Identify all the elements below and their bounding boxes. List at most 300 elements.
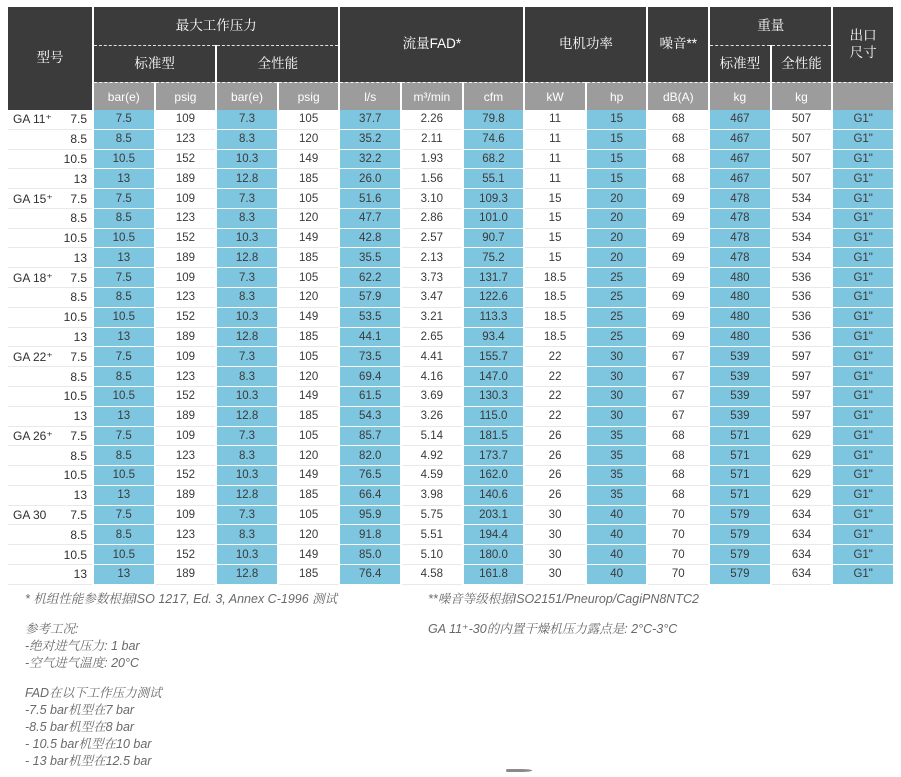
cell-weight-kg-fullfeature: 536 bbox=[772, 308, 832, 328]
cell-power-hp: 15 bbox=[587, 130, 647, 150]
cell-bar-fullfeature: 10.3 bbox=[217, 545, 277, 565]
cell-psig-fullfeature: 105 bbox=[279, 427, 339, 447]
cell-bar-standard: 10.5 bbox=[94, 308, 154, 328]
cell-bar-standard: 7.5 bbox=[94, 347, 154, 367]
model-cell bbox=[8, 288, 92, 308]
cell-flow-m3min: 4.16 bbox=[402, 367, 462, 387]
cell-psig-fullfeature: 149 bbox=[279, 150, 339, 170]
cell-power-hp: 25 bbox=[587, 308, 647, 328]
cell-power-hp: 15 bbox=[587, 169, 647, 189]
cell-weight-kg-standard: 579 bbox=[710, 506, 770, 526]
table-row bbox=[8, 525, 893, 545]
cell-bar-fullfeature: 8.3 bbox=[217, 525, 277, 545]
footnote-line: -绝对进气压力: 1 bar bbox=[25, 639, 140, 653]
cell-power-hp: 40 bbox=[587, 565, 647, 585]
cell-weight-kg-standard: 467 bbox=[710, 110, 770, 130]
cell-noise-dba: 68 bbox=[648, 150, 708, 170]
cell-power-kw: 26 bbox=[525, 427, 585, 447]
outlet-line2: 尺寸 bbox=[849, 44, 877, 60]
footnote-line: - 13 bar机型在12.5 bar bbox=[25, 754, 152, 768]
footnote-line: - 10.5 bar机型在10 bar bbox=[25, 737, 152, 751]
pressure-variant: 8.5 bbox=[70, 527, 87, 542]
cell-bar-standard: 8.5 bbox=[94, 209, 154, 229]
cell-noise-dba: 67 bbox=[648, 407, 708, 427]
pressure-variant: 10.5 bbox=[63, 468, 87, 483]
cell-psig-standard: 152 bbox=[156, 387, 216, 407]
cell-weight-kg-standard: 480 bbox=[710, 308, 770, 328]
pressure-variant: 13 bbox=[73, 329, 87, 344]
model-cell bbox=[8, 328, 92, 348]
cell-flow-cfm: 140.6 bbox=[464, 486, 524, 506]
cell-noise-dba: 68 bbox=[648, 110, 708, 130]
table-row bbox=[8, 545, 893, 565]
cell-psig-fullfeature: 185 bbox=[279, 407, 339, 427]
cell-psig-fullfeature: 120 bbox=[279, 367, 339, 387]
cell-weight-kg-fullfeature: 634 bbox=[772, 506, 832, 526]
cell-noise-dba: 68 bbox=[648, 446, 708, 466]
cell-weight-kg-standard: 478 bbox=[710, 248, 770, 268]
cell-psig-standard: 123 bbox=[156, 209, 216, 229]
header-motor-power: 电机功率 bbox=[525, 7, 646, 82]
cell-weight-kg-fullfeature: 634 bbox=[772, 565, 832, 585]
cell-flow-ls: 66.4 bbox=[340, 486, 400, 506]
cell-noise-dba: 70 bbox=[648, 525, 708, 545]
table-row bbox=[8, 248, 893, 268]
cell-power-kw: 22 bbox=[525, 387, 585, 407]
cell-flow-m3min: 5.14 bbox=[402, 427, 462, 447]
model-cell bbox=[8, 427, 92, 447]
cell-psig-standard: 109 bbox=[156, 189, 216, 209]
header-flow-fad: 流量FAD* bbox=[340, 7, 523, 82]
table-row bbox=[8, 229, 893, 249]
model-cell bbox=[8, 248, 92, 268]
table-row bbox=[8, 407, 893, 427]
cell-psig-fullfeature: 185 bbox=[279, 169, 339, 189]
cell-psig-fullfeature: 120 bbox=[279, 288, 339, 308]
cell-power-hp: 25 bbox=[587, 288, 647, 308]
cell-outlet-size: G1" bbox=[833, 407, 893, 427]
cell-flow-m3min: 3.10 bbox=[402, 189, 462, 209]
table-row bbox=[8, 446, 893, 466]
cell-flow-cfm: 162.0 bbox=[464, 466, 524, 486]
cell-weight-kg-fullfeature: 629 bbox=[772, 427, 832, 447]
cell-outlet-size: G1" bbox=[833, 328, 893, 348]
cell-psig-standard: 123 bbox=[156, 130, 216, 150]
table-row bbox=[8, 506, 893, 526]
cell-noise-dba: 69 bbox=[648, 189, 708, 209]
cell-psig-fullfeature: 105 bbox=[279, 347, 339, 367]
cell-flow-cfm: 90.7 bbox=[464, 229, 524, 249]
cell-weight-kg-standard: 539 bbox=[710, 407, 770, 427]
cell-weight-kg-standard: 571 bbox=[710, 486, 770, 506]
cell-flow-ls: 37.7 bbox=[340, 110, 400, 130]
pressure-variant: 8.5 bbox=[70, 290, 87, 305]
table-row bbox=[8, 150, 893, 170]
cell-psig-standard: 152 bbox=[156, 308, 216, 328]
cell-flow-m3min: 3.47 bbox=[402, 288, 462, 308]
cell-outlet-size: G1" bbox=[833, 209, 893, 229]
cell-bar-standard: 10.5 bbox=[94, 150, 154, 170]
unit-kg-standard: kg bbox=[710, 82, 770, 110]
cell-power-kw: 22 bbox=[525, 347, 585, 367]
cell-flow-cfm: 109.3 bbox=[464, 189, 524, 209]
cell-flow-ls: 91.8 bbox=[340, 525, 400, 545]
cell-flow-m3min: 3.69 bbox=[402, 387, 462, 407]
cell-weight-kg-standard: 579 bbox=[710, 545, 770, 565]
cell-noise-dba: 69 bbox=[648, 328, 708, 348]
pressure-variant: 8.5 bbox=[70, 369, 87, 384]
cell-flow-ls: 62.2 bbox=[340, 268, 400, 288]
cell-weight-kg-fullfeature: 534 bbox=[772, 189, 832, 209]
cell-power-hp: 30 bbox=[587, 387, 647, 407]
cell-bar-standard: 7.5 bbox=[94, 427, 154, 447]
cell-power-hp: 15 bbox=[587, 110, 647, 130]
footnote-line: -7.5 bar机型在7 bar bbox=[25, 703, 135, 717]
cell-weight-kg-standard: 579 bbox=[710, 565, 770, 585]
pressure-variant: 13 bbox=[73, 171, 87, 186]
model-cell bbox=[8, 466, 92, 486]
cell-flow-ls: 85.0 bbox=[340, 545, 400, 565]
cell-power-kw: 22 bbox=[525, 367, 585, 387]
cell-flow-cfm: 155.7 bbox=[464, 347, 524, 367]
model-cell bbox=[8, 150, 92, 170]
cell-flow-m3min: 5.51 bbox=[402, 525, 462, 545]
cell-weight-kg-fullfeature: 534 bbox=[772, 229, 832, 249]
pressure-variant: 10.5 bbox=[63, 231, 87, 246]
cell-flow-m3min: 3.21 bbox=[402, 308, 462, 328]
cell-psig-standard: 152 bbox=[156, 545, 216, 565]
cell-flow-cfm: 173.7 bbox=[464, 446, 524, 466]
model-cell bbox=[8, 545, 92, 565]
unit-kw: kW bbox=[525, 82, 585, 110]
header-noise: 噪音** bbox=[648, 7, 708, 82]
cell-flow-ls: 76.5 bbox=[340, 466, 400, 486]
header-max-working-pressure: 最大工作压力 bbox=[94, 7, 338, 45]
cell-flow-ls: 73.5 bbox=[340, 347, 400, 367]
cell-outlet-size: G1" bbox=[833, 466, 893, 486]
cell-bar-standard: 13 bbox=[94, 486, 154, 506]
cell-weight-kg-fullfeature: 507 bbox=[772, 110, 832, 130]
cell-bar-standard: 13 bbox=[94, 328, 154, 348]
cell-flow-ls: 42.8 bbox=[340, 229, 400, 249]
pressure-variant: 10.5 bbox=[63, 547, 87, 562]
cell-bar-fullfeature: 12.8 bbox=[217, 248, 277, 268]
cell-bar-standard: 13 bbox=[94, 407, 154, 427]
table-row bbox=[8, 347, 893, 367]
cell-flow-m3min: 5.10 bbox=[402, 545, 462, 565]
footnotes-right bbox=[428, 591, 699, 651]
cell-flow-cfm: 161.8 bbox=[464, 565, 524, 585]
table-row bbox=[8, 268, 893, 288]
model-name: GA 15⁺ bbox=[13, 191, 53, 206]
cell-psig-standard: 109 bbox=[156, 268, 216, 288]
unit-kg-fullfeature: kg bbox=[772, 82, 832, 110]
cell-flow-cfm: 68.2 bbox=[464, 150, 524, 170]
cell-flow-m3min: 4.41 bbox=[402, 347, 462, 367]
cell-noise-dba: 69 bbox=[648, 248, 708, 268]
pressure-variant: 10.5 bbox=[63, 389, 87, 404]
footnote-line: GA 11⁺-30的内置干燥机压力露点是: 2°C-3°C bbox=[428, 622, 678, 636]
cell-power-kw: 11 bbox=[525, 150, 585, 170]
cell-bar-standard: 8.5 bbox=[94, 367, 154, 387]
cell-outlet-size: G1" bbox=[833, 525, 893, 545]
cell-flow-cfm: 55.1 bbox=[464, 169, 524, 189]
cell-psig-standard: 123 bbox=[156, 525, 216, 545]
cell-flow-ls: 51.6 bbox=[340, 189, 400, 209]
cell-weight-kg-standard: 467 bbox=[710, 169, 770, 189]
model-cell bbox=[8, 387, 92, 407]
cell-weight-kg-standard: 539 bbox=[710, 387, 770, 407]
cell-flow-m3min: 3.73 bbox=[402, 268, 462, 288]
unit-psig-standard: psig bbox=[156, 82, 216, 110]
cell-flow-cfm: 130.3 bbox=[464, 387, 524, 407]
cell-weight-kg-standard: 571 bbox=[710, 446, 770, 466]
model-cell bbox=[8, 229, 92, 249]
cell-flow-cfm: 181.5 bbox=[464, 427, 524, 447]
cell-flow-cfm: 122.6 bbox=[464, 288, 524, 308]
cell-weight-kg-fullfeature: 629 bbox=[772, 466, 832, 486]
table-row bbox=[8, 308, 893, 328]
cell-psig-fullfeature: 149 bbox=[279, 387, 339, 407]
cell-power-hp: 30 bbox=[587, 367, 647, 387]
cell-power-kw: 18.5 bbox=[525, 288, 585, 308]
cell-power-hp: 20 bbox=[587, 209, 647, 229]
cell-psig-standard: 152 bbox=[156, 150, 216, 170]
cell-outlet-size: G1" bbox=[833, 150, 893, 170]
cell-bar-fullfeature: 10.3 bbox=[217, 308, 277, 328]
model-cell bbox=[8, 486, 92, 506]
model-cell bbox=[8, 525, 92, 545]
unit-ls: l/s bbox=[340, 82, 400, 110]
cell-flow-ls: 35.2 bbox=[340, 130, 400, 150]
cell-power-kw: 26 bbox=[525, 466, 585, 486]
model-cell bbox=[8, 268, 92, 288]
cell-weight-kg-standard: 467 bbox=[710, 150, 770, 170]
unit-dba: dB(A) bbox=[648, 82, 708, 110]
cell-bar-fullfeature: 12.8 bbox=[217, 565, 277, 585]
cell-weight-kg-standard: 571 bbox=[710, 466, 770, 486]
cell-power-kw: 18.5 bbox=[525, 268, 585, 288]
cell-noise-dba: 67 bbox=[648, 347, 708, 367]
cell-flow-ls: 53.5 bbox=[340, 308, 400, 328]
table-row bbox=[8, 110, 893, 130]
header-pressure-standard: 标准型 bbox=[94, 45, 215, 82]
cell-bar-standard: 7.5 bbox=[94, 110, 154, 130]
cell-flow-m3min: 2.26 bbox=[402, 110, 462, 130]
cell-bar-fullfeature: 10.3 bbox=[217, 229, 277, 249]
cell-power-kw: 15 bbox=[525, 229, 585, 249]
cell-power-hp: 35 bbox=[587, 427, 647, 447]
cell-weight-kg-fullfeature: 597 bbox=[772, 407, 832, 427]
cell-bar-fullfeature: 7.3 bbox=[217, 506, 277, 526]
cell-psig-standard: 189 bbox=[156, 169, 216, 189]
cell-outlet-size: G1" bbox=[833, 169, 893, 189]
cell-power-kw: 26 bbox=[525, 486, 585, 506]
cell-noise-dba: 68 bbox=[648, 486, 708, 506]
cell-noise-dba: 70 bbox=[648, 565, 708, 585]
cell-flow-cfm: 74.6 bbox=[464, 130, 524, 150]
cell-bar-standard: 13 bbox=[94, 565, 154, 585]
cell-weight-kg-standard: 480 bbox=[710, 268, 770, 288]
cell-outlet-size: G1" bbox=[833, 248, 893, 268]
cell-flow-m3min: 1.93 bbox=[402, 150, 462, 170]
cell-power-hp: 30 bbox=[587, 347, 647, 367]
cell-flow-m3min: 5.75 bbox=[402, 506, 462, 526]
model-cell bbox=[8, 565, 92, 585]
cell-outlet-size: G1" bbox=[833, 427, 893, 447]
cell-flow-cfm: 194.4 bbox=[464, 525, 524, 545]
cell-bar-fullfeature: 8.3 bbox=[217, 288, 277, 308]
cell-weight-kg-fullfeature: 534 bbox=[772, 248, 832, 268]
cell-psig-standard: 189 bbox=[156, 565, 216, 585]
cell-weight-kg-fullfeature: 629 bbox=[772, 486, 832, 506]
pressure-variant: 13 bbox=[73, 409, 87, 424]
cell-flow-cfm: 101.0 bbox=[464, 209, 524, 229]
header-weight-standard: 标准型 bbox=[710, 45, 770, 82]
cell-weight-kg-fullfeature: 536 bbox=[772, 268, 832, 288]
table-row bbox=[8, 427, 893, 447]
cell-bar-standard: 8.5 bbox=[94, 446, 154, 466]
cell-bar-fullfeature: 8.3 bbox=[217, 446, 277, 466]
pressure-variant: 8.5 bbox=[70, 132, 87, 147]
cell-bar-fullfeature: 12.8 bbox=[217, 328, 277, 348]
cell-psig-fullfeature: 120 bbox=[279, 130, 339, 150]
cell-bar-standard: 8.5 bbox=[94, 525, 154, 545]
footnote-block bbox=[428, 591, 699, 608]
model-cell bbox=[8, 446, 92, 466]
cell-flow-m3min: 2.57 bbox=[402, 229, 462, 249]
cell-noise-dba: 69 bbox=[648, 308, 708, 328]
model-name: GA 18⁺ bbox=[13, 270, 53, 285]
cell-power-kw: 15 bbox=[525, 248, 585, 268]
header-model: 型号 bbox=[8, 7, 92, 110]
table-row bbox=[8, 288, 893, 308]
cell-bar-standard: 13 bbox=[94, 248, 154, 268]
footnote-line: FAD在以下工作压力测试 bbox=[25, 686, 162, 700]
pressure-variant: 7.5 bbox=[70, 428, 87, 443]
cell-outlet-size: G1" bbox=[833, 110, 893, 130]
model-name: GA 30 bbox=[13, 508, 47, 523]
cell-flow-m3min: 2.11 bbox=[402, 130, 462, 150]
unit-bar-standard: bar(e) bbox=[94, 82, 154, 110]
cell-bar-standard: 7.5 bbox=[94, 268, 154, 288]
cell-flow-ls: 85.7 bbox=[340, 427, 400, 447]
cell-bar-fullfeature: 7.3 bbox=[217, 110, 277, 130]
model-name: GA 22⁺ bbox=[13, 349, 53, 364]
cell-noise-dba: 68 bbox=[648, 130, 708, 150]
cell-power-kw: 22 bbox=[525, 407, 585, 427]
footnote-line: **噪音等级根据ISO2151/Pneurop/CagiPN8NTC2 bbox=[428, 592, 699, 606]
header-outlet-size bbox=[833, 7, 893, 82]
cell-bar-fullfeature: 7.3 bbox=[217, 268, 277, 288]
cell-bar-fullfeature: 7.3 bbox=[217, 189, 277, 209]
cell-psig-standard: 109 bbox=[156, 110, 216, 130]
cell-flow-m3min: 4.92 bbox=[402, 446, 462, 466]
cell-flow-m3min: 2.13 bbox=[402, 248, 462, 268]
cell-psig-fullfeature: 185 bbox=[279, 486, 339, 506]
cell-power-kw: 26 bbox=[525, 446, 585, 466]
cell-power-hp: 35 bbox=[587, 446, 647, 466]
header-pressure-fullfeature: 全性能 bbox=[217, 45, 338, 82]
cell-weight-kg-standard: 480 bbox=[710, 328, 770, 348]
cell-psig-fullfeature: 105 bbox=[279, 268, 339, 288]
cell-power-kw: 18.5 bbox=[525, 308, 585, 328]
pressure-variant: 13 bbox=[73, 250, 87, 265]
cell-outlet-size: G1" bbox=[833, 486, 893, 506]
cell-weight-kg-standard: 478 bbox=[710, 229, 770, 249]
cell-weight-kg-fullfeature: 597 bbox=[772, 387, 832, 407]
model-cell bbox=[8, 506, 92, 526]
model-cell bbox=[8, 189, 92, 209]
pressure-variant: 13 bbox=[73, 488, 87, 503]
unit-hp: hp bbox=[587, 82, 647, 110]
pressure-variant: 7.5 bbox=[70, 112, 87, 127]
cell-flow-cfm: 115.0 bbox=[464, 407, 524, 427]
cell-power-hp: 35 bbox=[587, 486, 647, 506]
cell-power-hp: 20 bbox=[587, 248, 647, 268]
model-cell bbox=[8, 407, 92, 427]
cell-psig-fullfeature: 185 bbox=[279, 328, 339, 348]
unit-outlet-blank bbox=[833, 82, 893, 110]
pressure-variant: 7.5 bbox=[70, 349, 87, 364]
pressure-variant: 7.5 bbox=[70, 508, 87, 523]
cell-weight-kg-fullfeature: 507 bbox=[772, 150, 832, 170]
cell-flow-ls: 26.0 bbox=[340, 169, 400, 189]
cell-psig-standard: 152 bbox=[156, 466, 216, 486]
cell-bar-fullfeature: 10.3 bbox=[217, 150, 277, 170]
cell-power-hp: 25 bbox=[587, 268, 647, 288]
pressure-variant: 8.5 bbox=[70, 211, 87, 226]
cell-bar-fullfeature: 10.3 bbox=[217, 387, 277, 407]
cell-power-kw: 11 bbox=[525, 110, 585, 130]
cell-outlet-size: G1" bbox=[833, 308, 893, 328]
cell-flow-ls: 54.3 bbox=[340, 407, 400, 427]
cell-psig-fullfeature: 120 bbox=[279, 446, 339, 466]
cell-power-hp: 40 bbox=[587, 525, 647, 545]
cell-bar-standard: 10.5 bbox=[94, 229, 154, 249]
cell-bar-standard: 7.5 bbox=[94, 506, 154, 526]
cell-noise-dba: 68 bbox=[648, 169, 708, 189]
cell-power-kw: 15 bbox=[525, 209, 585, 229]
cell-psig-fullfeature: 105 bbox=[279, 110, 339, 130]
cell-weight-kg-standard: 480 bbox=[710, 288, 770, 308]
table-row bbox=[8, 466, 893, 486]
cell-flow-cfm: 147.0 bbox=[464, 367, 524, 387]
table-header bbox=[8, 7, 893, 110]
cell-psig-standard: 109 bbox=[156, 506, 216, 526]
cell-psig-standard: 189 bbox=[156, 328, 216, 348]
cell-flow-ls: 44.1 bbox=[340, 328, 400, 348]
table-body bbox=[8, 110, 893, 585]
cell-power-kw: 30 bbox=[525, 565, 585, 585]
cell-psig-standard: 189 bbox=[156, 486, 216, 506]
table-row bbox=[8, 328, 893, 348]
cell-outlet-size: G1" bbox=[833, 506, 893, 526]
cell-power-hp: 40 bbox=[587, 545, 647, 565]
cell-weight-kg-standard: 478 bbox=[710, 209, 770, 229]
cell-outlet-size: G1" bbox=[833, 130, 893, 150]
unit-bar-fullfeature: bar(e) bbox=[217, 82, 277, 110]
cell-bar-fullfeature: 8.3 bbox=[217, 209, 277, 229]
cell-noise-dba: 68 bbox=[648, 427, 708, 447]
cell-weight-kg-fullfeature: 629 bbox=[772, 446, 832, 466]
cell-power-kw: 30 bbox=[525, 545, 585, 565]
cell-flow-cfm: 75.2 bbox=[464, 248, 524, 268]
cell-power-kw: 15 bbox=[525, 189, 585, 209]
cell-bar-standard: 10.5 bbox=[94, 466, 154, 486]
table-row bbox=[8, 387, 893, 407]
model-cell bbox=[8, 347, 92, 367]
